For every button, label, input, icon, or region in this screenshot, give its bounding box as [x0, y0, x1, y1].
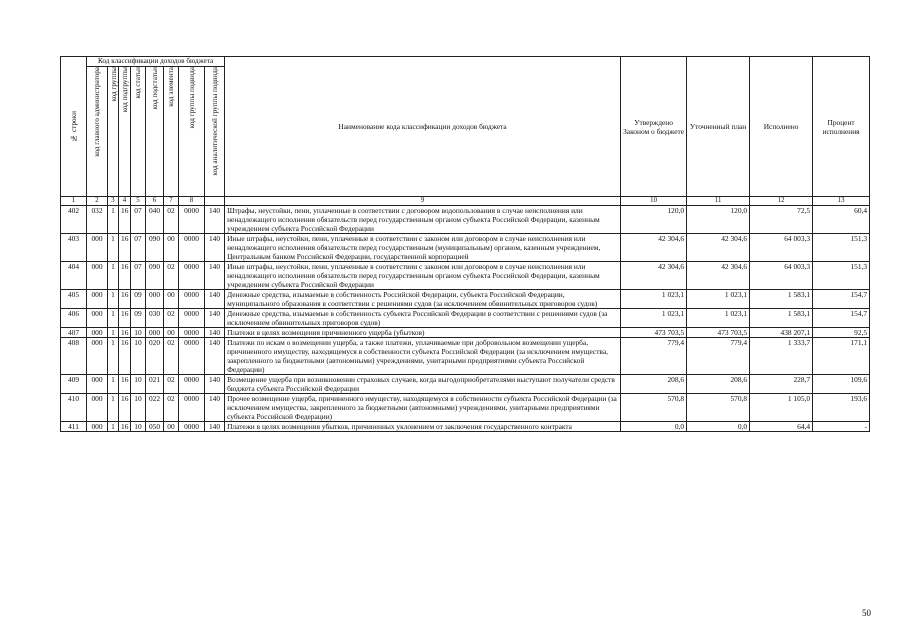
column-number: 10 [621, 197, 687, 206]
percent-cell: - [813, 422, 870, 432]
approved-cell: 1 023,1 [621, 309, 687, 328]
code-admin-cell: 000 [87, 234, 108, 262]
column-number: 5 [131, 197, 146, 206]
header-code-subgroup: код подгруппы [119, 67, 131, 197]
executed-cell: 1 583,1 [750, 309, 813, 328]
code-subgroup-cell: 16 [119, 290, 131, 309]
code-group-cell: 1 [108, 328, 119, 338]
refined-plan-cell: 42 304,6 [687, 262, 750, 290]
table-row [61, 290, 870, 309]
code-element-cell: 00 [164, 328, 179, 338]
code-admin-cell: 000 [87, 394, 108, 422]
approved-cell: 570,8 [621, 394, 687, 422]
column-number: 13 [813, 197, 870, 206]
percent-cell: 151,3 [813, 262, 870, 290]
code-article-cell: 07 [131, 262, 146, 290]
code-subarticle-cell: 040 [146, 206, 164, 234]
code-subtype-group-cell: 0000 [179, 422, 205, 432]
column-number: 8 [179, 197, 205, 206]
row-number-cell: 411 [61, 422, 87, 432]
code-article-cell: 10 [131, 375, 146, 394]
page-number: 50 [862, 608, 871, 618]
header-code-analytic-group: код аналитической группы подвида [205, 67, 225, 197]
column-number: 2 [87, 197, 108, 206]
column-number: 4 [119, 197, 131, 206]
code-element-cell: 02 [164, 309, 179, 328]
code-group-cell: 1 [108, 338, 119, 375]
code-subarticle-cell: 000 [146, 290, 164, 309]
header-approved: Утверждено Законом о бюджете [621, 57, 687, 197]
code-subtype-group-cell: 0000 [179, 338, 205, 375]
header-row-number: № строки [61, 57, 87, 197]
refined-plan-cell: 1 023,1 [687, 290, 750, 309]
code-subarticle-cell: 090 [146, 262, 164, 290]
code-article-cell: 10 [131, 328, 146, 338]
code-group-cell: 1 [108, 375, 119, 394]
refined-plan-cell: 120,0 [687, 206, 750, 234]
code-subgroup-cell: 16 [119, 328, 131, 338]
executed-cell: 228,7 [750, 375, 813, 394]
code-element-cell: 02 [164, 338, 179, 375]
code-subgroup-cell: 16 [119, 422, 131, 432]
percent-cell: 92,5 [813, 328, 870, 338]
code-subtype-group-cell: 0000 [179, 234, 205, 262]
code-admin-cell: 000 [87, 375, 108, 394]
code-element-cell: 02 [164, 206, 179, 234]
revenue-name-cell: Иные штрафы, неустойки, пени, уплаченные в соответствии с законом или договором в случае неисполнения или ненадлежащего исполнения обязательств перед государственным органом субъекта Российской Федерации, казенным учреждением субъекта Российской Федерации [225, 262, 621, 290]
code-article-cell: 09 [131, 290, 146, 309]
revenue-name-cell: Возмещение ущерба при возникновении страховых случаев, когда выгодоприобретателями выступают получатели средств бюджета субъекта Российской Федерации [225, 375, 621, 394]
code-group-cell: 1 [108, 394, 119, 422]
executed-cell: 438 207,1 [750, 328, 813, 338]
column-number: 6 [146, 197, 164, 206]
code-article-cell: 07 [131, 206, 146, 234]
code-group-cell: 1 [108, 262, 119, 290]
column-number: 9 [225, 197, 621, 206]
code-analytic-group-cell: 140 [205, 394, 225, 422]
code-group-cell: 1 [108, 422, 119, 432]
header-refined-plan: Уточненный план [687, 57, 750, 197]
executed-cell: 64 003,3 [750, 262, 813, 290]
refined-plan-cell: 208,6 [687, 375, 750, 394]
revenue-name-cell: Прочее возмещение ущерба, причиненного имуществу, находящемуся в собственности субъекта Российской Федерации (за исключением имущества, закрепленного за бюджетными (автономными) учреждениями, унитарными предприятиями субъекта Российской Федерации) [225, 394, 621, 422]
refined-plan-cell: 473 703,5 [687, 328, 750, 338]
code-subarticle-cell: 020 [146, 338, 164, 375]
revenue-name-cell: Платежи по искам о возмещении ущерба, а также платежи, уплачиваемые при добровольном возмещении ущерба, причиненного имуществу, находящемуся в собственности субъекта Российской Федерации (за исключением имущества, закрепленного за бюджетными (автономными) учреждениями, унитарными предприятиями субъекта Российской Федерации) [225, 338, 621, 375]
percent-cell: 193,6 [813, 394, 870, 422]
executed-cell: 64,4 [750, 422, 813, 432]
header-executed: Исполнено [750, 57, 813, 197]
code-article-cell: 10 [131, 422, 146, 432]
code-admin-cell: 000 [87, 262, 108, 290]
code-subarticle-cell: 021 [146, 375, 164, 394]
code-analytic-group-cell: 140 [205, 262, 225, 290]
column-number [205, 197, 225, 206]
code-article-cell: 07 [131, 234, 146, 262]
column-number: 11 [687, 197, 750, 206]
revenue-name-cell: Платежи в целях возмещения причиненного ущерба (убытков) [225, 328, 621, 338]
percent-cell: 154,7 [813, 309, 870, 328]
header-code-element: код элемента [164, 67, 179, 197]
row-number-cell: 407 [61, 328, 87, 338]
code-article-cell: 09 [131, 309, 146, 328]
code-group-cell: 1 [108, 309, 119, 328]
code-admin-cell: 000 [87, 422, 108, 432]
code-analytic-group-cell: 140 [205, 206, 225, 234]
header-code-group: код группы [108, 67, 119, 197]
header-classification-group: Код классификации доходов бюджета [87, 57, 225, 67]
code-subarticle-cell: 090 [146, 234, 164, 262]
code-analytic-group-cell: 140 [205, 338, 225, 375]
executed-cell: 1 105,0 [750, 394, 813, 422]
revenue-name-cell: Денежные средства, изымаемые в собственность субъекта Российской Федерации в соответствии с решениями судов (за исключением обвинительных приговоров судов) [225, 309, 621, 328]
code-subtype-group-cell: 0000 [179, 394, 205, 422]
code-subgroup-cell: 16 [119, 234, 131, 262]
code-subgroup-cell: 16 [119, 338, 131, 375]
table-row [61, 422, 870, 432]
code-group-cell: 1 [108, 234, 119, 262]
revenue-name-cell: Штрафы, неустойки, пени, уплаченные в соответствии с договором водопользования в случае неисполнения или ненадлежащего исполнения обязательств перед государственным органом субъекта Российской Федерации, казенным учреждением субъекта Российской Федерации [225, 206, 621, 234]
code-analytic-group-cell: 140 [205, 309, 225, 328]
code-subtype-group-cell: 0000 [179, 262, 205, 290]
approved-cell: 0,0 [621, 422, 687, 432]
header-percent: Процент исполнения [813, 57, 870, 197]
code-subgroup-cell: 16 [119, 375, 131, 394]
code-analytic-group-cell: 140 [205, 234, 225, 262]
revenue-name-cell: Платежи в целях возмещения убытков, причиненных уклонением от заключения государственного контракта [225, 422, 621, 432]
row-number-cell: 409 [61, 375, 87, 394]
column-number: 3 [108, 197, 119, 206]
column-number: 1 [61, 197, 87, 206]
column-number: 12 [750, 197, 813, 206]
code-subgroup-cell: 16 [119, 262, 131, 290]
header-code-subtype-group: код группы подвида [179, 67, 205, 197]
code-admin-cell: 000 [87, 338, 108, 375]
header-name-column: Наименование кода классификации доходов бюджета [225, 57, 621, 197]
row-number-cell: 405 [61, 290, 87, 309]
code-article-cell: 10 [131, 394, 146, 422]
code-element-cell: 02 [164, 394, 179, 422]
code-admin-cell: 000 [87, 328, 108, 338]
code-admin-cell: 032 [87, 206, 108, 234]
code-article-cell: 10 [131, 338, 146, 375]
table-row [61, 394, 870, 422]
executed-cell: 64 003,3 [750, 234, 813, 262]
row-number-cell: 410 [61, 394, 87, 422]
approved-cell: 473 703,5 [621, 328, 687, 338]
code-subtype-group-cell: 0000 [179, 375, 205, 394]
table-row [61, 309, 870, 328]
refined-plan-cell: 570,8 [687, 394, 750, 422]
row-number-cell: 406 [61, 309, 87, 328]
code-subarticle-cell: 022 [146, 394, 164, 422]
row-number-cell: 403 [61, 234, 87, 262]
code-subtype-group-cell: 0000 [179, 206, 205, 234]
percent-cell: 109,6 [813, 375, 870, 394]
row-number-cell: 402 [61, 206, 87, 234]
refined-plan-cell: 0,0 [687, 422, 750, 432]
refined-plan-cell: 42 304,6 [687, 234, 750, 262]
code-element-cell: 00 [164, 422, 179, 432]
table-row [61, 262, 870, 290]
column-number-row [61, 197, 870, 206]
refined-plan-cell: 1 023,1 [687, 309, 750, 328]
percent-cell: 171,1 [813, 338, 870, 375]
refined-plan-cell: 779,4 [687, 338, 750, 375]
percent-cell: 151,3 [813, 234, 870, 262]
approved-cell: 120,0 [621, 206, 687, 234]
table-row [61, 338, 870, 375]
code-subarticle-cell: 000 [146, 328, 164, 338]
code-subgroup-cell: 16 [119, 394, 131, 422]
executed-cell: 1 333,7 [750, 338, 813, 375]
percent-cell: 154,7 [813, 290, 870, 309]
revenue-name-cell: Денежные средства, изымаемые в собственность Российской Федерации, субъекта Российской Федерации, муниципального образования в соответствии с решениями судов (за исключением обвинительных приговоров судов) [225, 290, 621, 309]
code-subarticle-cell: 050 [146, 422, 164, 432]
code-analytic-group-cell: 140 [205, 422, 225, 432]
approved-cell: 42 304,6 [621, 234, 687, 262]
code-admin-cell: 000 [87, 290, 108, 309]
header-code-article: код статьи [131, 67, 146, 197]
code-element-cell: 02 [164, 262, 179, 290]
percent-cell: 60,4 [813, 206, 870, 234]
code-subtype-group-cell: 0000 [179, 328, 205, 338]
revenue-name-cell: Иные штрафы, неустойки, пени, уплаченные в соответствии с законом или договором в случае неисполнения или ненадлежащего исполнения обязательств перед государственным (муниципальным) органом, казенным учреждением, Центральным банком Российской Федерации, государственной корпорацией [225, 234, 621, 262]
code-element-cell: 02 [164, 375, 179, 394]
header-code-admin: код главного администратора [87, 67, 108, 197]
code-subtype-group-cell: 0000 [179, 290, 205, 309]
code-subtype-group-cell: 0000 [179, 309, 205, 328]
code-analytic-group-cell: 140 [205, 290, 225, 309]
approved-cell: 208,6 [621, 375, 687, 394]
table-row [61, 206, 870, 234]
row-number-cell: 408 [61, 338, 87, 375]
code-element-cell: 00 [164, 234, 179, 262]
executed-cell: 1 583,1 [750, 290, 813, 309]
approved-cell: 779,4 [621, 338, 687, 375]
code-subarticle-cell: 030 [146, 309, 164, 328]
approved-cell: 1 023,1 [621, 290, 687, 309]
approved-cell: 42 304,6 [621, 262, 687, 290]
header-code-subarticle: код подстатьи [146, 67, 164, 197]
budget-revenue-table [60, 56, 870, 432]
executed-cell: 72,5 [750, 206, 813, 234]
code-admin-cell: 000 [87, 309, 108, 328]
table-row [61, 375, 870, 394]
code-analytic-group-cell: 140 [205, 375, 225, 394]
code-element-cell: 00 [164, 290, 179, 309]
code-group-cell: 1 [108, 290, 119, 309]
table-row [61, 328, 870, 338]
code-analytic-group-cell: 140 [205, 328, 225, 338]
row-number-cell: 404 [61, 262, 87, 290]
table-row [61, 234, 870, 262]
code-group-cell: 1 [108, 206, 119, 234]
code-subgroup-cell: 16 [119, 309, 131, 328]
code-subgroup-cell: 16 [119, 206, 131, 234]
column-number: 7 [164, 197, 179, 206]
